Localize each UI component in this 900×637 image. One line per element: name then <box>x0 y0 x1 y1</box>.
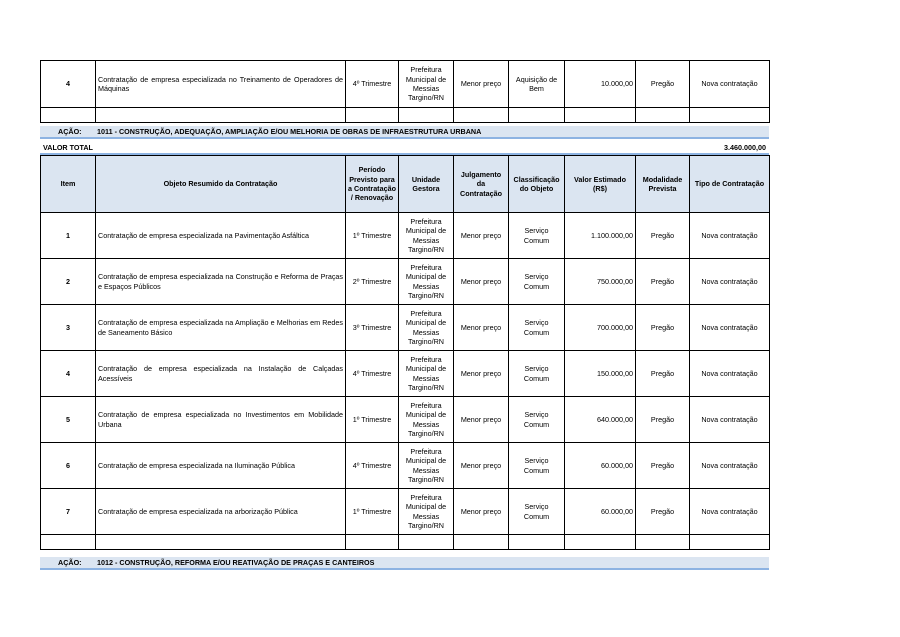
acao-1012-bar <box>40 557 769 570</box>
modalidade-cell: Pregão <box>636 351 690 397</box>
modalidade-cell: Pregão <box>636 397 690 443</box>
top-table <box>40 60 770 123</box>
header-unidade: Unidade Gestora <box>399 156 454 213</box>
valor-total-bar <box>40 142 769 155</box>
classificacao-cell: Serviço Comum <box>509 213 565 259</box>
valor-cell: 60.000,00 <box>565 443 636 489</box>
periodo-cell: 1º Trimestre <box>346 213 399 259</box>
item-number: 6 <box>41 443 96 489</box>
header-classificacao: Classificação do Objeto <box>509 156 565 213</box>
main-table <box>40 155 770 550</box>
objeto-cell: Contratação de empresa especializada na Ampliação e Melhorias em Redes de Saneamento Básico <box>96 305 346 351</box>
tipo-cell: Nova contratação <box>690 397 770 443</box>
item-number: 4 <box>41 351 96 397</box>
periodo-cell: 4º Trimestre <box>346 61 399 108</box>
item-number: 3 <box>41 305 96 351</box>
objeto-cell: Contratação de empresa especializada na Instalação de Calçadas Acessíveis <box>96 351 346 397</box>
tipo-cell: Nova contratação <box>690 351 770 397</box>
classificacao-cell: Serviço Comum <box>509 489 565 535</box>
modalidade-cell: Pregão <box>636 259 690 305</box>
blank-row <box>41 535 770 550</box>
julgamento-cell: Menor preço <box>454 351 509 397</box>
table-row <box>41 443 770 489</box>
table-row <box>41 397 770 443</box>
classificacao-cell: Aquisição de Bem <box>509 61 565 108</box>
julgamento-cell: Menor preço <box>454 213 509 259</box>
header-modalidade: Modalidade Prevista <box>636 156 690 213</box>
classificacao-cell: Serviço Comum <box>509 351 565 397</box>
unidade-cell: Prefeitura Municipal de Messias Targino/RN <box>399 397 454 443</box>
julgamento-cell: Menor preço <box>454 305 509 351</box>
tipo-cell: Nova contratação <box>690 305 770 351</box>
unidade-cell: Prefeitura Municipal de Messias Targino/RN <box>399 259 454 305</box>
julgamento-cell: Menor preço <box>454 489 509 535</box>
table-header-row <box>41 156 770 213</box>
unidade-cell: Prefeitura Municipal de Messias Targino/RN <box>399 305 454 351</box>
acao-1011-bar <box>40 126 769 139</box>
julgamento-cell: Menor preço <box>454 61 509 108</box>
objeto-cell: Contratação de empresa especializada na Iluminação Pública <box>96 443 346 489</box>
unidade-cell: Prefeitura Municipal de Messias Targino/RN <box>399 489 454 535</box>
valor-cell: 640.000,00 <box>565 397 636 443</box>
header-tipo: Tipo de Contratação <box>690 156 770 213</box>
tipo-cell: Nova contratação <box>690 213 770 259</box>
header-objeto: Objeto Resumido da Contratação <box>96 156 346 213</box>
blank-row <box>41 108 770 123</box>
objeto-cell: Contratação de empresa especializada na Pavimentação Asfáltica <box>96 213 346 259</box>
julgamento-cell: Menor preço <box>454 397 509 443</box>
classificacao-cell: Serviço Comum <box>509 259 565 305</box>
modalidade-cell: Pregão <box>636 61 690 108</box>
modalidade-cell: Pregão <box>636 489 690 535</box>
table-row <box>41 489 770 535</box>
unidade-cell: Prefeitura Municipal de Messias Targino/RN <box>399 213 454 259</box>
unidade-cell: Prefeitura Municipal de Messias Targino/RN <box>399 61 454 108</box>
tipo-cell: Nova contratação <box>690 443 770 489</box>
classificacao-cell: Serviço Comum <box>509 443 565 489</box>
acao-label: AÇÃO: <box>58 127 82 136</box>
valor-cell: 150.000,00 <box>565 351 636 397</box>
objeto-cell: Contratação de empresa especializada na arborização Pública <box>96 489 346 535</box>
julgamento-cell: Menor preço <box>454 443 509 489</box>
acao-label: AÇÃO: <box>58 558 82 567</box>
item-number: 2 <box>41 259 96 305</box>
table-row <box>41 213 770 259</box>
table-row <box>41 61 770 108</box>
periodo-cell: 1º Trimestre <box>346 397 399 443</box>
objeto-cell: Contratação de empresa especializada na Construção e Reforma de Praças e Espaços Públicos <box>96 259 346 305</box>
classificacao-cell: Serviço Comum <box>509 397 565 443</box>
periodo-cell: 2º Trimestre <box>346 259 399 305</box>
acao-title: 1011 - CONSTRUÇÃO, ADEQUAÇÃO, AMPLIAÇÃO E/OU MELHORIA DE OBRAS DE INFRAESTRUTURA URBANA <box>97 127 482 136</box>
item-number: 7 <box>41 489 96 535</box>
main-table-wrapper <box>40 155 769 550</box>
julgamento-cell: Menor preço <box>454 259 509 305</box>
table-row <box>41 305 770 351</box>
valor-total-value: 3.460.000,00 <box>724 143 766 152</box>
top-table-fragment <box>40 60 769 123</box>
periodo-cell: 4º Trimestre <box>346 351 399 397</box>
modalidade-cell: Pregão <box>636 213 690 259</box>
valor-cell: 1.100.000,00 <box>565 213 636 259</box>
valor-cell: 10.000,00 <box>565 61 636 108</box>
unidade-cell: Prefeitura Municipal de Messias Targino/RN <box>399 351 454 397</box>
objeto-cell: Contratação de empresa especializada no Treinamento de Operadores de Máquinas <box>96 61 346 108</box>
valor-cell: 60.000,00 <box>565 489 636 535</box>
acao-title: 1012 - CONSTRUÇÃO, REFORMA E/OU REATIVAÇÃO DE PRAÇAS E CANTEIROS <box>97 558 375 567</box>
objeto-cell: Contratação de empresa especializada no Investimentos em Mobilidade Urbana <box>96 397 346 443</box>
periodo-cell: 4º Trimestre <box>346 443 399 489</box>
periodo-cell: 3º Trimestre <box>346 305 399 351</box>
valor-cell: 700.000,00 <box>565 305 636 351</box>
tipo-cell: Nova contratação <box>690 61 770 108</box>
tipo-cell: Nova contratação <box>690 259 770 305</box>
tipo-cell: Nova contratação <box>690 489 770 535</box>
modalidade-cell: Pregão <box>636 305 690 351</box>
header-julgamento: Julgamento da Contratação <box>454 156 509 213</box>
item-number: 1 <box>41 213 96 259</box>
item-number: 4 <box>41 61 96 108</box>
header-valor: Valor Estimado (R$) <box>565 156 636 213</box>
classificacao-cell: Serviço Comum <box>509 305 565 351</box>
modalidade-cell: Pregão <box>636 443 690 489</box>
header-item: Item <box>41 156 96 213</box>
valor-total-label: VALOR TOTAL <box>43 143 93 152</box>
periodo-cell: 1º Trimestre <box>346 489 399 535</box>
table-row <box>41 351 770 397</box>
unidade-cell: Prefeitura Municipal de Messias Targino/RN <box>399 443 454 489</box>
table-row <box>41 259 770 305</box>
item-number: 5 <box>41 397 96 443</box>
header-periodo: Período Previsto para a Contratação / Renovação <box>346 156 399 213</box>
valor-cell: 750.000,00 <box>565 259 636 305</box>
